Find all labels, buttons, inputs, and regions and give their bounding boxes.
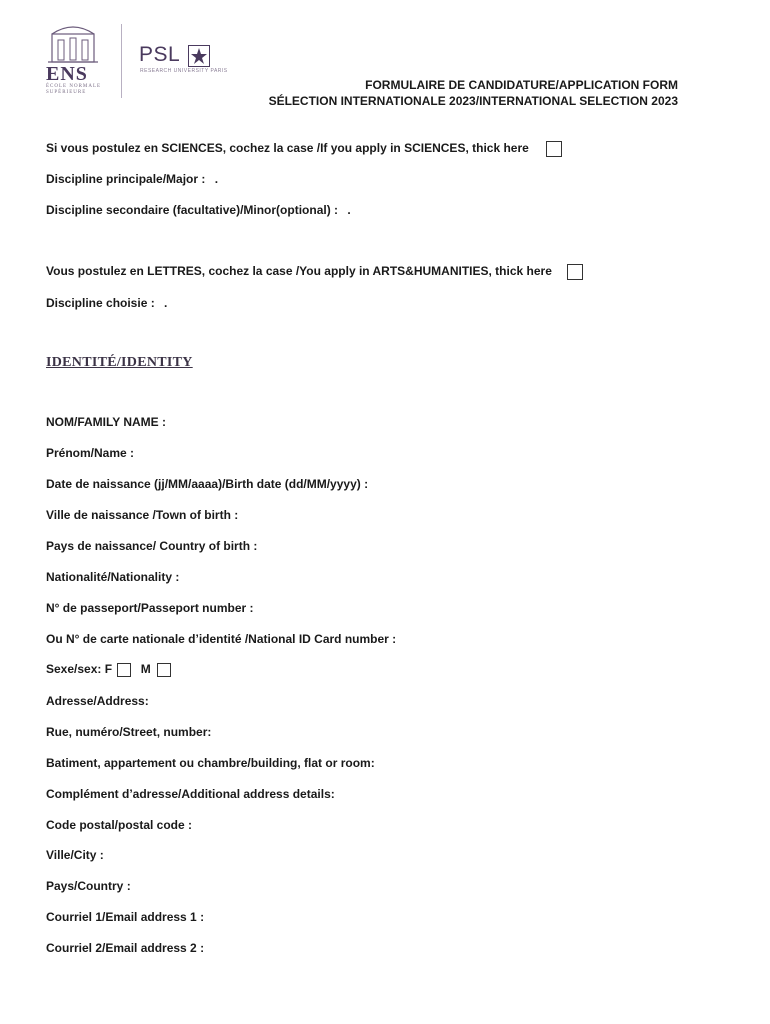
- sex-m-checkbox[interactable]: [157, 663, 171, 677]
- sciences-checkbox[interactable]: [546, 141, 562, 157]
- lettres-row: [46, 264, 583, 280]
- first-name-label: Prénom/Name :: [46, 446, 135, 460]
- form-title: FORMULAIRE DE CANDIDATURE/APPLICATION FORM: [365, 78, 678, 92]
- postal-code-label: Code postal/postal code :: [46, 818, 193, 832]
- family-name-label: NOM/FAMILY NAME :: [46, 415, 167, 429]
- minor-field[interactable]: .: [347, 203, 351, 217]
- passport-label: N° de passeport/Passeport number :: [46, 601, 254, 615]
- birth-town-label: Ville de naissance /Town of birth :: [46, 508, 239, 522]
- lettres-checkbox[interactable]: [567, 264, 583, 280]
- sciences-checkbox-label: Si vous postulez en SCIENCES, cochez la case /If you apply in SCIENCES, thick here: [46, 141, 529, 156]
- ens-logo-subtitle: ÉCOLE NORMALE SUPÉRIEURE: [46, 84, 102, 95]
- id-card-label: Ou N° de carte nationale d’identité /National ID Card number :: [46, 632, 397, 646]
- email1-label: Courriel 1/Email address 1 :: [46, 910, 205, 924]
- logo-divider: [121, 24, 122, 98]
- sciences-row: [46, 141, 562, 157]
- major-row: [46, 172, 218, 186]
- minor-row: [46, 203, 351, 217]
- additional-address-label: Complément d’adresse/Additional address details:: [46, 787, 335, 801]
- psl-logo-text: PSL: [139, 43, 181, 66]
- identity-section-title: IDENTITÉ/IDENTITY: [46, 355, 193, 370]
- discipline-row: [46, 296, 167, 310]
- minor-label: Discipline secondaire (facultative)/Minor(optional) :: [46, 203, 339, 217]
- psl-logo-subtitle: RESEARCH UNIVERSITY PARIS: [140, 68, 228, 74]
- country-label: Pays/Country :: [46, 879, 131, 893]
- lettres-checkbox-label: Vous postulez en LETTRES, cochez la case /You apply in ARTS&HUMANITIES, thick here: [46, 264, 552, 279]
- psl-star-icon: [188, 45, 210, 67]
- street-label: Rue, numéro/Street, number:: [46, 725, 212, 739]
- email2-label: Courriel 2/Email address 2 :: [46, 941, 205, 955]
- birth-date-label: Date de naissance (jj/MM/aaaa)/Birth date (dd/MM/yyyy) :: [46, 477, 369, 491]
- nationality-label: Nationalité/Nationality :: [46, 570, 180, 584]
- sex-row: [46, 662, 171, 677]
- major-field[interactable]: .: [214, 172, 219, 186]
- form-subtitle: SÉLECTION INTERNATIONALE 2023/INTERNATIONAL SELECTION 2023: [268, 94, 678, 108]
- discipline-label: Discipline choisie :: [46, 296, 155, 310]
- discipline-field[interactable]: .: [164, 296, 168, 310]
- building-label: Batiment, appartement ou chambre/building, flat or room:: [46, 756, 375, 770]
- ens-logo-text: ENS: [46, 63, 88, 85]
- sex-m-label: M: [140, 662, 151, 676]
- birth-country-label: Pays de naissance/ Country of birth :: [46, 539, 258, 553]
- major-label: Discipline principale/Major :: [46, 172, 206, 186]
- ens-building-icon: [44, 22, 106, 64]
- sex-f-checkbox[interactable]: [117, 663, 131, 677]
- address-label: Adresse/Address:: [46, 694, 149, 708]
- city-label: Ville/City :: [46, 848, 104, 862]
- sex-label: Sexe/sex: F: [46, 662, 113, 676]
